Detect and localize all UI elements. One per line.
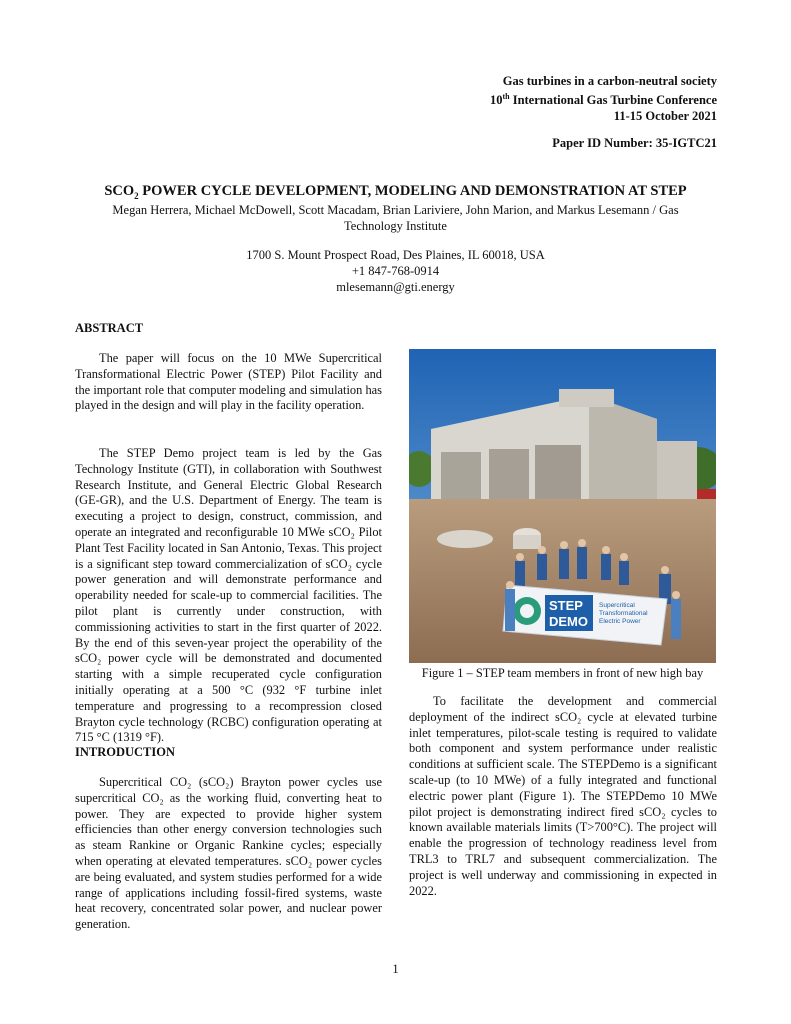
abstract-paragraph-2: The STEP Demo project team is led by the Gas Technology Institute (GTI), in collaboration with Southwest Research Institute, and General Electric Global Research (GE-GR), and the U.S. Department of Energy. The team is executing a project to design, construct, commission, and operate an integrated and reconfigurable 10 MWe sCO₂ Pilot Plant Test Facility located in San Antonio, Texas. This project is a significant step toward commercialization of sCO₂ cycle power generation and will demonstrate performance and operability needed for scale-up to commercial facilities. The pilot plant is currently under construction, with commissioning activities to start in the first quarter of 2022. By the end of this seven-year project the operability of the sCO₂ power cycle will be demonstrated and documented starting with a simple recuperated cycle configuration initially operating at a 500 °C (932 °F turbine inlet temperature and progressing to a recompression closed Brayton cycle technology (RCBC) configuration operating at 715 °C (1319 °F). [75,446,382,745]
email-link[interactable]: mlesemann@gti.energy [336,280,455,294]
affiliation: Technology Institute [344,219,447,233]
conference-header [490,73,717,124]
figure-photo [409,349,716,663]
abstract-heading: ABSTRACT [75,321,144,335]
banner-sub-3: Electric Power [599,618,641,625]
phone: +1 847-768-0914 [351,264,440,278]
right-paragraph-1: To facilitate the development and commercial deployment of the indirect sCO₂ cycle at elevated turbine inlet temperatures, pilot-scale testing is required to validate both component and system performance under realistic conditions at sufficient scale. The STEPDemo is a significant scale-up (to 10 MWe) of a fully integrated and functional electric power plant (Figure 1). The STEPDemo 10 MWe pilot project is demonstrating indirect fired sCO₂ cycles to known available materials limits (T>700°C). The project will enable the progression of technology readiness level from TRL3 to TRL7 and subsequent commercialization. The project is well underway and commissioning in expected in 2022. [409,694,717,898]
page-number: 1 [392,962,399,976]
figure-caption: Figure 1 – STEP team members in front of new high bay [421,666,704,680]
banner-step-label: STEP [549,598,583,613]
banner-sub-1: Supercritical [599,602,635,609]
paper-id: Paper ID Number: 35-IGTC21 [552,136,717,150]
conference-dates: 11-15 October 2021 [613,109,717,124]
banner-sub-2: Transformational [599,610,648,617]
abstract-paragraph-1: The paper will focus on the 10 MWe Supercritical Transformational Electric Power (STEP) Pilot Facility and the important role that computer modeling and simulation has played in the design and will play in the facility operation. [75,351,382,413]
introduction-paragraph-1: Supercritical CO₂ (sCO₂) Brayton power cycles use supercritical CO₂ as the working fluid, converting heat to power. They are expected to provide higher system efficiencies than other energy conversion technologies such as steam Rankine or Organic Rankine cycles; especially when operating at elevated temperatures. sCO₂ power cycles are being evaluated, and system studies performed for a wide range of applications including fossil-fired systems, waste heat recovery, concentrated solar power, and nuclear power generation. [75,775,382,932]
address: 1700 S. Mount Prospect Road, Des Plaines, IL 60018, USA [246,248,545,262]
authors: Megan Herrera, Michael McDowell, Scott Macadam, Brian Lariviere, John Marion, and Markus Lesemann / Gas [112,203,679,217]
conference-name: 10th International Gas Turbine Conference [489,92,717,108]
conference-theme: Gas turbines in a carbon-neutral society [502,74,717,88]
banner-demo-label: DEMO [549,614,588,629]
paper-title: $SCO_2$ POWER CYCLE DEVELOPMENT, MODELING AND DEMONSTRATION AT STEP [104,183,687,201]
introduction-heading: INTRODUCTION [75,745,176,759]
